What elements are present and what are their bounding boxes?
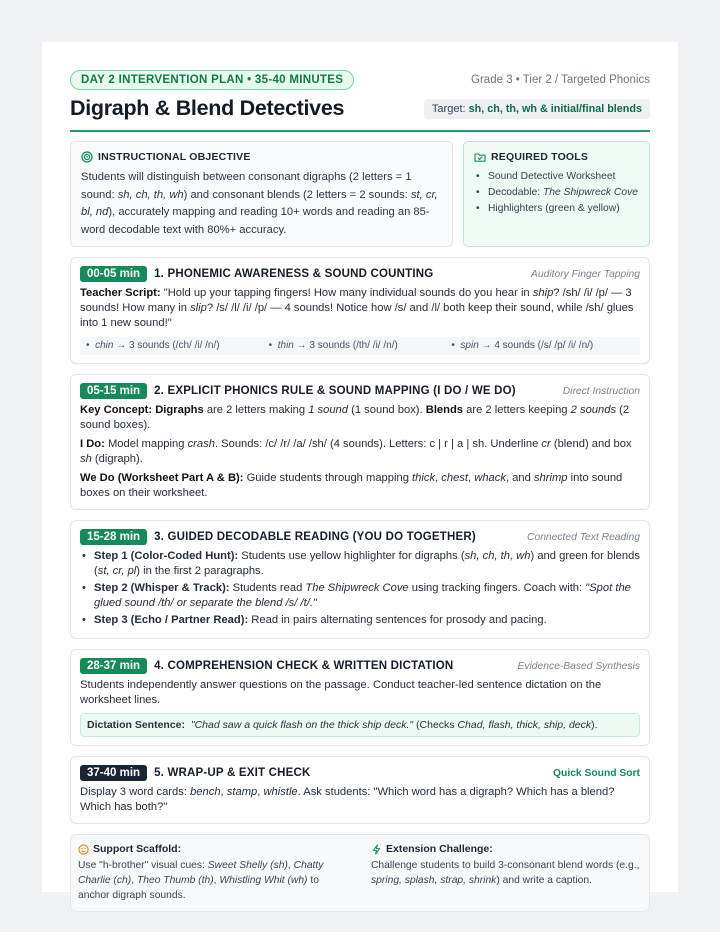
list-item: • Step 1 (Color-Coded Hunt): Students use yellow highlighter for digraphs (sh, ch, th, wh) and green for blends (st, cr, pl) in the first 2 paragraphs. [80, 549, 640, 579]
time-badge: 28-37 min [80, 658, 147, 674]
target-icon [81, 151, 93, 163]
folder-check-icon [474, 151, 486, 163]
section-title: 5. WRAP-UP & EXIT CHECK [154, 767, 311, 779]
time-badge: 00-05 min [80, 266, 147, 282]
grade-label: Grade 3 • Tier 2 / Targeted Phonics [471, 74, 650, 86]
section-title: 1. PHONEMIC AWARENESS & SOUND COUNTING [154, 268, 434, 280]
list-item: • Highlighters (green & yellow) [474, 201, 639, 217]
lightning-icon [371, 844, 382, 855]
section-tag: Auditory Finger Tapping [531, 268, 640, 280]
section-tag: Quick Sound Sort [553, 767, 640, 779]
key-concept: Key Concept: Digraphs are 2 letters making 1 sound (1 sound box). Blends are 2 letters keeping 2 sounds (2 sound boxes). [80, 404, 630, 431]
section-text: Students independently answer questions on the passage. Conduct teacher-led sentence dictation on the worksheet lines. [80, 679, 602, 706]
list-item: • Step 3 (Echo / Partner Read): Read in pairs alternating sentences for prosody and pacing. [80, 613, 640, 628]
we-do: We Do (Worksheet Part A & B): Guide students through mapping thick, chest, whack, and shrimp into sound boxes on their worksheet. [80, 472, 623, 499]
page-title: Digraph & Blend Detectives [70, 96, 345, 120]
dictation-sentence: Dictation Sentence: "Chad saw a quick flash on the thick ship deck." (Checks Chad, flash, thick, ship, deck). [80, 713, 640, 737]
i-do: I Do: Model mapping crash. Sounds: /c/ /r/ /a/ /sh/ (4 sounds). Letters: c | r | a | sh. Underline cr (blend) and box sh (digraph). [80, 438, 632, 465]
header-meta [70, 70, 650, 90]
teacher-script: Teacher Script: "Hold up your tapping fingers! How many individual sounds do you hear in ship? /sh/ /i/ /p/ — 3 sounds! How many in slip? /s/ /l/ /i/ /p/ — 4 sounds! Notice how /s/ and /l/ both keep their sound, while /sh/ glues into 1 new sound!" [80, 287, 634, 329]
tools-heading: REQUIRED TOOLS [491, 151, 589, 163]
time-badge: 37-40 min [80, 765, 147, 781]
lesson-plan-page [42, 42, 678, 901]
example-item: • chin → 3 sounds (/ch/ /i/ /n/) [86, 340, 220, 351]
tools-list [474, 169, 639, 217]
header-title-row [70, 96, 650, 132]
section-1 [70, 257, 650, 364]
objective-heading: INSTRUCTIONAL OBJECTIVE [98, 151, 251, 163]
section-4 [70, 649, 650, 746]
footer-notes [70, 834, 650, 912]
list-item: • Step 2 (Whisper & Track): Students read The Shipwreck Cove using tracking fingers. Coach with: "Spot the glued sound /th/ or separate the blend /s/ /t/." [80, 581, 640, 611]
target-badge: Target: sh, ch, th, wh & initial/final blends [424, 99, 650, 119]
section-3 [70, 520, 650, 639]
extension-challenge: Extension Challenge: Challenge students to build 3-consonant blend words (e.g., spring, splash, strap, shrink) and write a caption. [371, 843, 640, 886]
objective-text: Students will distinguish between consonant digraphs (2 letters = 1 sound: sh, ch, th, wh) and consonant blends (2 letters = 2 sounds: st, cr, bl, nd), accurately mapping and reading 10+ words and reading an 85-word decodable text with 80%+ accuracy. [81, 171, 438, 236]
tools-box [463, 141, 650, 247]
example-item: • thin → 3 sounds (/th/ /i/ /n/) [268, 340, 398, 351]
section-title: 3. GUIDED DECODABLE READING (YOU DO TOGETHER) [154, 531, 476, 543]
section-tag: Direct Instruction [562, 385, 640, 397]
time-badge: 05-15 min [80, 383, 147, 399]
plan-pill: DAY 2 INTERVENTION PLAN • 35-40 MINUTES [70, 70, 354, 90]
top-row [70, 141, 650, 247]
steps-list [80, 549, 640, 628]
section-title: 2. EXPLICIT PHONICS RULE & SOUND MAPPING (I DO / WE DO) [154, 385, 516, 397]
section-2 [70, 374, 650, 510]
example-item: • spin → 4 sounds (/s/ /p/ /i/ /n/) [451, 340, 594, 351]
time-badge: 15-28 min [80, 529, 147, 545]
list-item: • Sound Detective Worksheet [474, 169, 639, 185]
support-scaffold: Support Scaffold: Use "h-brother" visual cues: Sweet Shelly (sh), Chatty Charlie (ch), Theo Thumb (th), Whistling Whit (wh) to anchor digraph sounds. [78, 843, 324, 901]
section-text: Display 3 word cards: bench, stamp, whistle. Ask students: "Which word has a digraph? Which has a blend? Which has both?" [80, 786, 615, 813]
smile-icon [78, 844, 89, 855]
section-tag: Evidence-Based Synthesis [517, 660, 640, 672]
section-5 [70, 756, 650, 824]
list-item: • Decodable: The Shipwreck Cove [474, 185, 639, 201]
examples-row [80, 337, 640, 355]
section-tag: Connected Text Reading [527, 531, 640, 543]
section-title: 4. COMPREHENSION CHECK & WRITTEN DICTATION [154, 660, 454, 672]
objective-box [70, 141, 453, 247]
